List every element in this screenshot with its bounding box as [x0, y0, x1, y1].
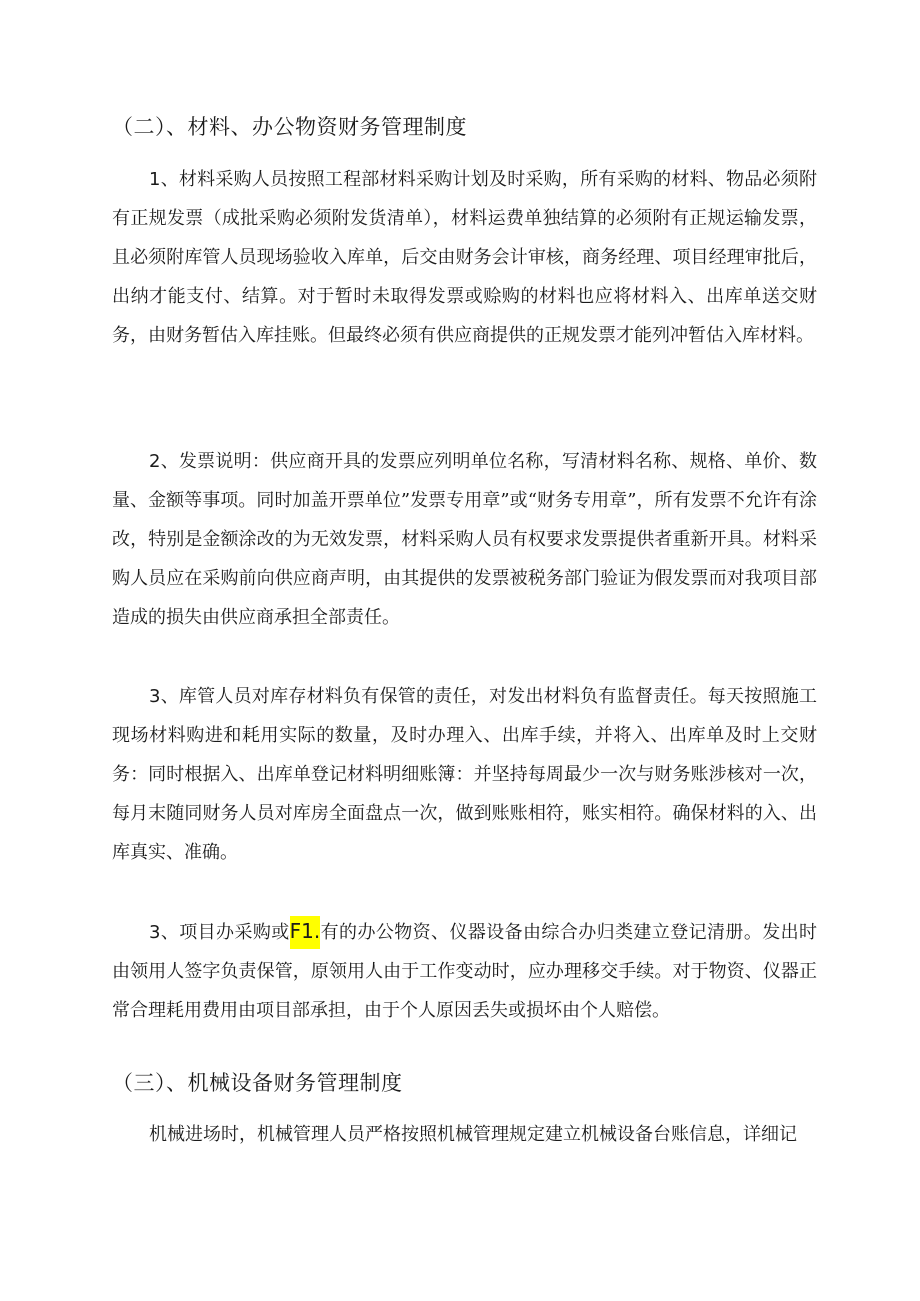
paragraph-text: 、库管人员对库存材料负有保管的责任，对发出材料负有监督责任。每天按照施工现场材料购进和耗用实际的数量，及时办理入、出库手续，并将入、出库单及时上交财务：同时根据入、出库单登记材料明细账簿：并坚持每周最少一次与财务账涉核对一次，每月末随同财务人员对库房全面盘点一次，做到账账相符，账实相符。确保材料的入、出库真实、准确。 — [112, 686, 817, 863]
paragraph-item-1 — [112, 160, 817, 355]
paragraph-text: 、材料采购人员按照工程部材料采购计划及时采购，所有采购的材料、物品必须附有正规发票（成批采购必须附发货清单），材料运费单独结算的必须附有正规运输发票，且必须附库管人员现场验收入库单，后交由财务会计审核，商务经理、项目经理审批后，出纳才能支付、结算。对于暂时未取得发票或赊购的材料也应将材料入、出库单送交财务，由财务暂估入库挂账。但最终必须有供应商提供的正规发票才能列冲暂估入库材料。 — [112, 169, 817, 346]
paragraph-item-4 — [112, 912, 817, 1030]
paragraph-item-3 — [112, 677, 817, 872]
paragraph-section-3: 机械进场时，机械管理人员严格按照机械管理规定建立机械设备台账信息，详细记 — [149, 1124, 797, 1145]
paragraph-text: 、发票说明：供应商开具的发票应列明单位名称，写清材料名称、规格、单价、数量、金额等事项。同时加盖开票单位”发票专用章”或“财务专用章”，所有发票不允许有涂改，特别是金额涂改的为无效发票，材料采购人员有权要求发票提供者重新开具。材料采购人员应在采购前向供应商声明，由其提供的发票被税务部门验证为假发票而对我项目部造成的损失由供应商承担全部责任。 — [112, 451, 817, 628]
highlighted-text: F1. — [290, 916, 321, 949]
section-3-heading: （三）、机械设备财务管理制度 — [112, 1071, 403, 1095]
item-number: 1 — [149, 169, 161, 190]
section-2-heading: （二）、材料、办公物资财务管理制度 — [112, 115, 467, 139]
item-number: 3 — [149, 686, 161, 707]
paragraph-text: 有的办公物资、仪器设备由综合办归类建立登记清册。发出时由领用人签字负责保管，原领用人由于工作变动时，应办理移交手续。对于物资、仪器正常合理耗用费用由项目部承担，由于个人原因丢失或损坏由个人赔偿。 — [112, 922, 818, 1021]
item-number: 3 — [149, 922, 161, 943]
item-number: 2 — [149, 451, 161, 472]
paragraph-item-2 — [112, 442, 817, 637]
paragraph-text: 、项目办采购或 — [160, 922, 290, 943]
